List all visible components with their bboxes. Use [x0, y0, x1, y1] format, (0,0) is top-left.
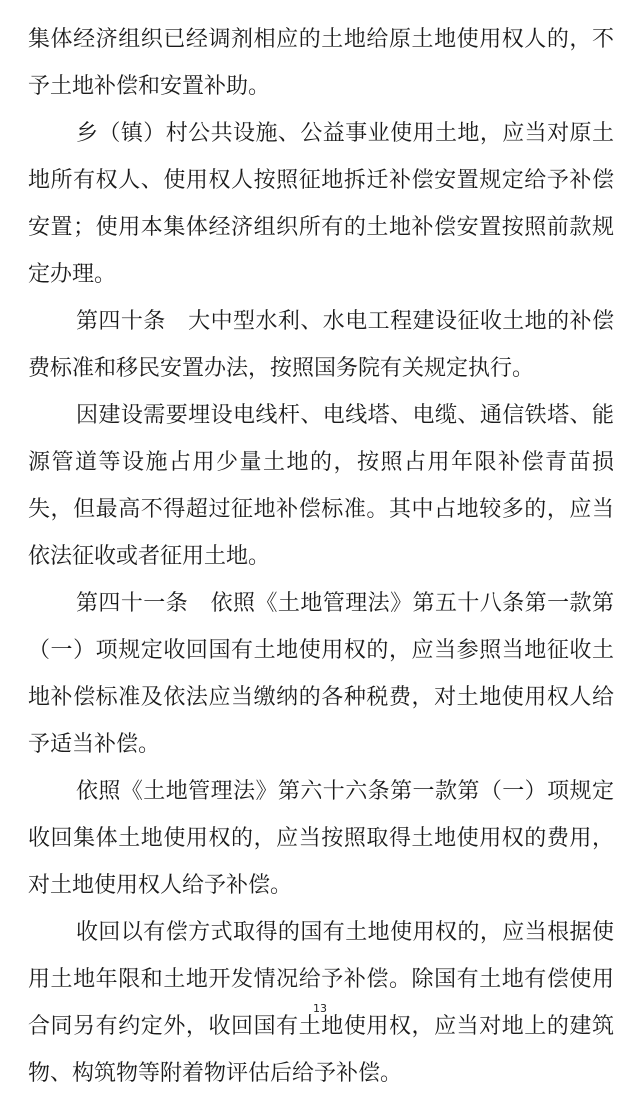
text-line: 合同另有约定外，收回国有土地使用权，应当对地上的建筑 — [28, 1014, 614, 1039]
text-line: 第四十条 大中型水利、水电工程建设征收土地的补偿 — [76, 309, 614, 334]
text-line: 予适当补偿。 — [28, 732, 161, 757]
text-line: 用土地年限和土地开发情况给予补偿。除国有土地有偿使用 — [28, 967, 614, 992]
text-line: 因建设需要埋设电线杆、电线塔、电缆、通信铁塔、能 — [76, 403, 614, 428]
page-number: 13 — [313, 1002, 327, 1015]
paragraph-6 — [28, 768, 614, 909]
text-line: 地补偿标准及依法应当缴纳的各种税费，对土地使用权人给 — [28, 685, 614, 710]
text-line: 乡（镇）村公共设施、公益事业使用土地，应当对原土 — [76, 121, 614, 146]
text-line: 失，但最高不得超过征地补偿标准。其中占地较多的，应当 — [28, 497, 614, 522]
paragraph-article-40 — [28, 298, 614, 392]
paragraph-4 — [28, 392, 614, 580]
text-line: 源管道等设施占用少量土地的，按照占用年限补偿青苗损 — [28, 450, 614, 475]
text-line: 予土地补偿和安置补助。 — [28, 74, 271, 99]
text-line: 费标准和移民安置办法，按照国务院有关规定执行。 — [28, 356, 535, 381]
text-line: 依照《土地管理法》第六十六条第一款第（一）项规定 — [76, 779, 614, 804]
text-line: 第四十一条 依照《土地管理法》第五十八条第一款第 — [76, 591, 614, 616]
text-line: 地所有权人、使用权人按照征地拆迁补偿安置规定给予补偿 — [28, 168, 614, 193]
paragraph-article-41 — [28, 580, 614, 768]
text-line: 收回以有偿方式取得的国有土地使用权的，应当根据使 — [76, 920, 614, 945]
text-line: 对土地使用权人给予补偿。 — [28, 873, 293, 898]
text-line: 物、构筑物等附着物评估后给予补偿。 — [28, 1061, 403, 1086]
paragraph-2 — [28, 110, 614, 298]
text-line: 安置；使用本集体经济组织所有的土地补偿安置按照前款规 — [28, 215, 614, 240]
paragraph-1 — [28, 16, 614, 110]
text-line: 依法征收或者征用土地。 — [28, 544, 271, 569]
text-line: 收回集体土地使用权的，应当按照取得土地使用权的费用， — [28, 826, 614, 851]
text-line: 定办理。 — [28, 262, 117, 287]
text-line: 集体经济组织已经调剂相应的土地给原土地使用权人的，不 — [28, 27, 614, 52]
document-page — [28, 16, 614, 1097]
text-line: （一）项规定收回国有土地使用权的，应当参照当地征收土 — [28, 638, 614, 663]
